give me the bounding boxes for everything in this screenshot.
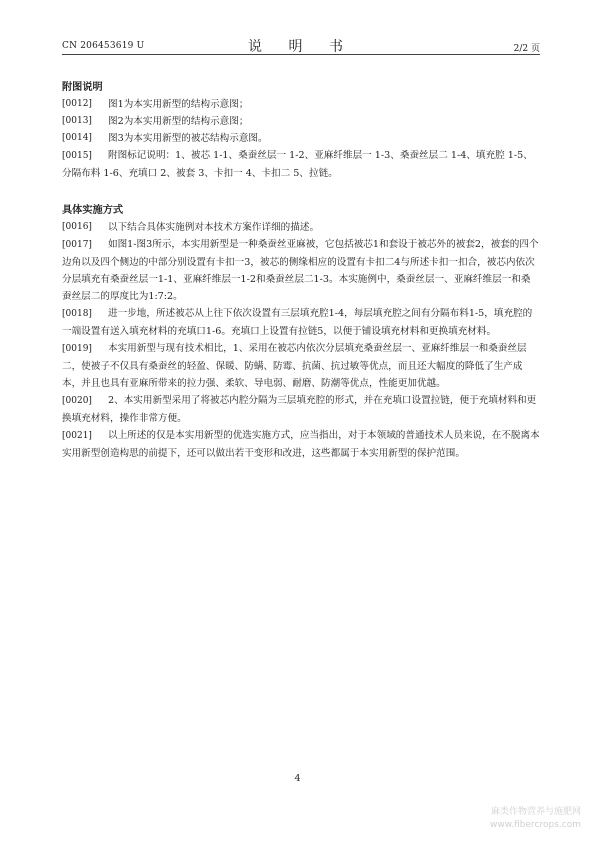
paragraph-0012 [62,96,540,113]
paragraph-text: 图2为本实用新型的结构示意图； [108,116,249,127]
paragraph-text: 本实用新型与现有技术相比，1、采用在被芯内依次分层填充桑蚕丝层一、亚麻纤维层一和桑蚕丝层二，使被子不仅具有桑蚕丝的轻盈、保暖、防螨、防霉、抗菌、抗过敏等优点，而且还大幅度的降低了生产成本，并且也具有亚麻所带来的拉力强、柔软、导电弱、耐磨、防潮等优点，性能更加优越。 [62,343,527,389]
section-title-drawings: 附图说明 [62,81,103,93]
paragraph-number: [0012] [62,99,92,109]
page-header [62,34,540,55]
paragraph-number: [0020] [62,396,92,406]
paragraph-text: 图1为本实用新型的结构示意图； [108,99,249,110]
paragraph-text: 2、本实用新型采用了将被芯内腔分隔为三层填充腔的形式，并在充填口设置拉链，便于充填材料和更换填充材料，操作非常方便。 [62,395,537,424]
paragraph-0020 [62,392,540,427]
paragraph-number: [0016] [62,222,92,232]
section-gap [62,182,540,202]
watermark-url: www.fibercrops.com [490,820,581,830]
paragraph-text: 附图标记说明：1、被芯 1-1、桑蚕丝层一 1-2、亚麻纤维层一 1-3、桑蚕丝层二 1-4、填充腔 1-5、分隔布料 1-6、充填口 2、被套 3、卡扣一 4、卡扣二 5、拉链。 [62,150,533,179]
paragraph-text: 进一步地，所述被芯从上往下依次设置有三层填充腔1-4，每层填充腔之间有分隔布料1-5，填充腔的一端设置有送入填充材料的充填口1-6。充填口上设置有拉链5，以便于铺设填充材料和更换填充材料。 [62,308,533,337]
page-number: 4 [294,773,301,784]
paragraph-0017 [62,236,540,305]
watermark [490,806,581,832]
document-number: CN 206453619 U [62,41,145,51]
paragraph-number: [0013] [62,116,92,126]
paragraph-text: 图3为本实用新型的被芯结构示意图。 [108,133,268,144]
paragraph-0019 [62,340,540,392]
paragraph-0016 [62,219,540,236]
page-info: 2/2 页 [513,44,540,54]
paragraph-text: 以下结合具体实施例对本技术方案作详细的描述。 [108,222,320,233]
section-title-embodiment: 具体实施方式 [62,204,124,216]
document-body [62,79,540,462]
watermark-site-name: 麻类作物营养与施肥网 [490,807,581,817]
paragraph-text: 如图1-图3所示，本实用新型是一种桑蚕丝亚麻被，它包括被芯1和套设于被芯外的被套2，被套的四个边角以及四个侧边的中部分别设置有卡扣一3，被芯的侧缘相应的设置有卡扣二4与所述卡扣一扣合，被芯内依次分层填充有桑蚕丝层一1-1、亚麻纤维层一1-2和桑蚕丝层二1-3。本实施例中，桑蚕丝层一、亚麻纤维层一和桑蚕丝层二的厚度比为1:7:2。 [62,239,539,302]
paragraph-0013 [62,113,540,130]
paragraph-0018 [62,305,540,340]
paragraph-text: 以上所述的仅是本实用新型的优选实施方式，应当指出，对于本领域的普通技术人员来说，在不脱离本实用新型创造构思的前提下，还可以做出若干变形和改进，这些都属于本实用新型的保护范围。 [62,430,540,459]
paragraph-number: [0021] [62,431,92,441]
paragraph-0014 [62,130,540,147]
paragraph-number: [0015] [62,151,92,161]
paragraph-number: [0018] [62,309,92,319]
paragraph-number: [0019] [62,344,92,354]
paragraph-0015 [62,147,540,182]
paragraph-number: [0014] [62,133,92,143]
document-title: 说 明 书 [248,39,354,55]
paragraph-number: [0017] [62,240,92,250]
paragraph-0021 [62,427,540,462]
